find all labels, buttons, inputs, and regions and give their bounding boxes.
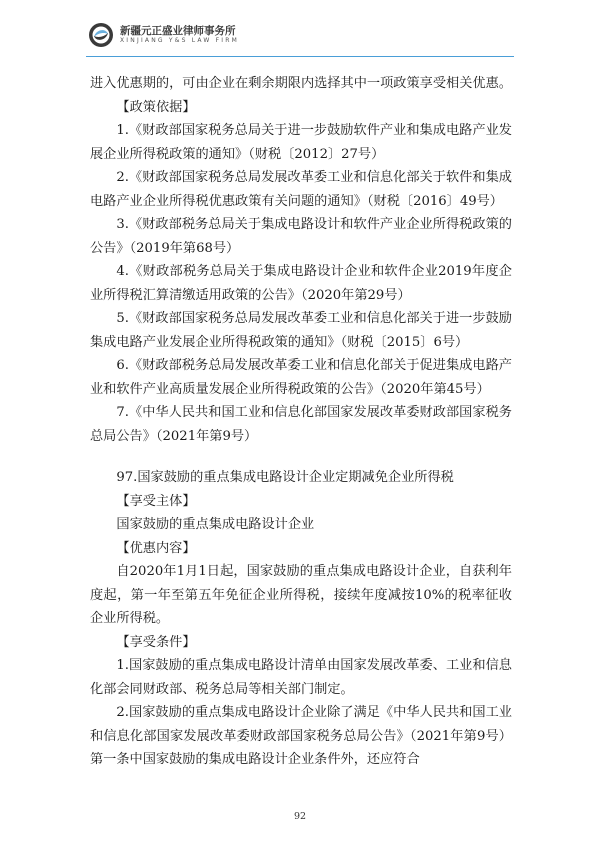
condition-item: 1.国家鼓励的重点集成电路设计清单由国家发展改革委、工业和信息化部会同财政部、税务总局等相关部门制定。 — [90, 658, 512, 697]
section-heading: 【享受条件】 — [116, 634, 196, 650]
document-body — [90, 72, 512, 772]
firm-name-en: XINJIANG Y&S LAW FIRM — [120, 37, 239, 44]
policy-reference: 5.《财政部国家税务总局发展改革委工业和信息化部关于进一步鼓励集成电路产业发展企业所得税政策的通知》（财税〔2015〕6号） — [90, 311, 512, 350]
policy-reference: 7.《中华人民共和国工业和信息化部国家发展改革委财政部国家税务总局公告》（2021年第9号） — [90, 405, 512, 444]
firm-logo-icon — [88, 22, 114, 48]
policy-reference: 6.《财政部税务总局发展改革委工业和信息化部关于促进集成电路产业和软件产业高质量发展企业所得税政策的公告》（2020年第45号） — [90, 358, 512, 397]
paragraph: 自2020年1月1日起，国家鼓励的重点集成电路设计企业，自获利年度起，第一年至第五年免征企业所得税，接续年度减按10%的税率征收企业所得税。 — [90, 564, 512, 626]
letterhead — [88, 14, 508, 54]
firm-name-cn: 新疆元正盛业律师事务所 — [120, 25, 236, 37]
policy-reference: 3.《财政部税务总局关于集成电路设计和软件产业企业所得税政策的公告》（2019年第68号） — [90, 217, 512, 256]
spacer — [90, 448, 512, 466]
policy-reference: 4.《财政部税务总局关于集成电路设计企业和软件企业2019年度企业所得税汇算清缴适用政策的公告》（2020年第29号） — [90, 264, 512, 303]
header-rule — [86, 56, 514, 57]
section-heading: 【优惠内容】 — [116, 540, 196, 556]
section-heading: 【政策依据】 — [116, 99, 196, 115]
policy-reference: 2.《财政部国家税务总局发展改革委工业和信息化部关于软件和集成电路产业企业所得税优惠政策有关问题的通知》（财税〔2016〕49号） — [90, 170, 512, 209]
paragraph: 进入优惠期的，可由企业在剩余期限内选择其中一项政策享受相关优惠。 — [90, 76, 512, 91]
page-number: 92 — [293, 811, 307, 822]
policy-reference: 1.《财政部国家税务总局关于进一步鼓励软件产业和集成电路产业发展企业所得税政策的通知》（财税〔2012〕27号） — [90, 123, 512, 162]
condition-item: 2.国家鼓励的重点集成电路设计企业除了满足《中华人民共和国工业和信息化部国家发展改革委财政部国家税务总局公告》（2021年第9号）第一条中国家鼓励的集成电路设计企业条件外，还应符合 — [90, 705, 512, 767]
item-title: 97.国家鼓励的重点集成电路设计企业定期减免企业所得税 — [116, 470, 454, 485]
section-heading: 【享受主体】 — [116, 493, 196, 509]
paragraph: 国家鼓励的重点集成电路设计企业 — [116, 517, 315, 532]
